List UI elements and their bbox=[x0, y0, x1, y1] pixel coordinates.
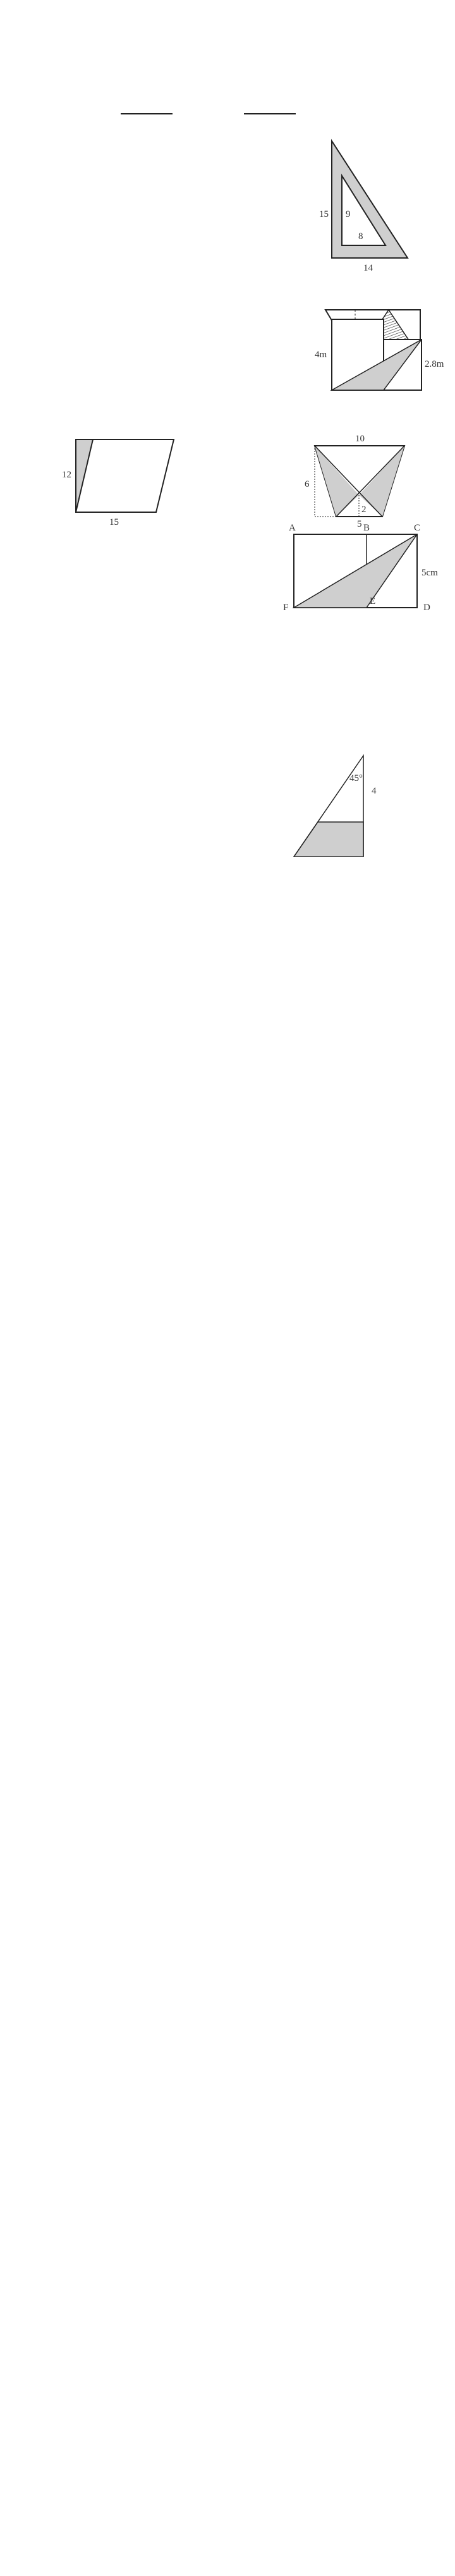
svg-text:6: 6 bbox=[305, 479, 310, 489]
svg-text:D: D bbox=[423, 603, 430, 610]
svg-text:F: F bbox=[283, 603, 289, 610]
svg-text:2.8m: 2.8m bbox=[425, 359, 444, 369]
svg-text:E: E bbox=[370, 596, 376, 606]
figure-q6 bbox=[291, 752, 379, 857]
name-blank[interactable] bbox=[244, 104, 296, 114]
figure-q3 bbox=[313, 316, 452, 398]
figure-q4-1 bbox=[60, 436, 180, 534]
svg-text:4m: 4m bbox=[315, 350, 327, 360]
svg-text:4: 4 bbox=[372, 786, 377, 796]
svg-text:12: 12 bbox=[62, 470, 71, 480]
student-info bbox=[117, 101, 359, 117]
svg-text:A: A bbox=[289, 523, 296, 533]
svg-text:15: 15 bbox=[109, 517, 119, 527]
svg-text:5: 5 bbox=[357, 519, 362, 528]
figure-q1 bbox=[313, 138, 414, 274]
svg-text:15: 15 bbox=[319, 209, 329, 219]
svg-text:14: 14 bbox=[363, 263, 373, 273]
svg-text:45°: 45° bbox=[349, 773, 363, 783]
svg-text:8: 8 bbox=[358, 231, 363, 242]
svg-text:C: C bbox=[414, 523, 421, 533]
svg-text:2: 2 bbox=[361, 505, 367, 515]
class-blank[interactable] bbox=[121, 104, 173, 114]
figure-q5 bbox=[281, 522, 446, 610]
svg-text:5cm: 5cm bbox=[422, 568, 438, 578]
figure-q4-2 bbox=[303, 430, 411, 528]
svg-text:9: 9 bbox=[346, 209, 351, 219]
svg-text:10: 10 bbox=[355, 434, 365, 444]
svg-text:B: B bbox=[363, 523, 370, 533]
